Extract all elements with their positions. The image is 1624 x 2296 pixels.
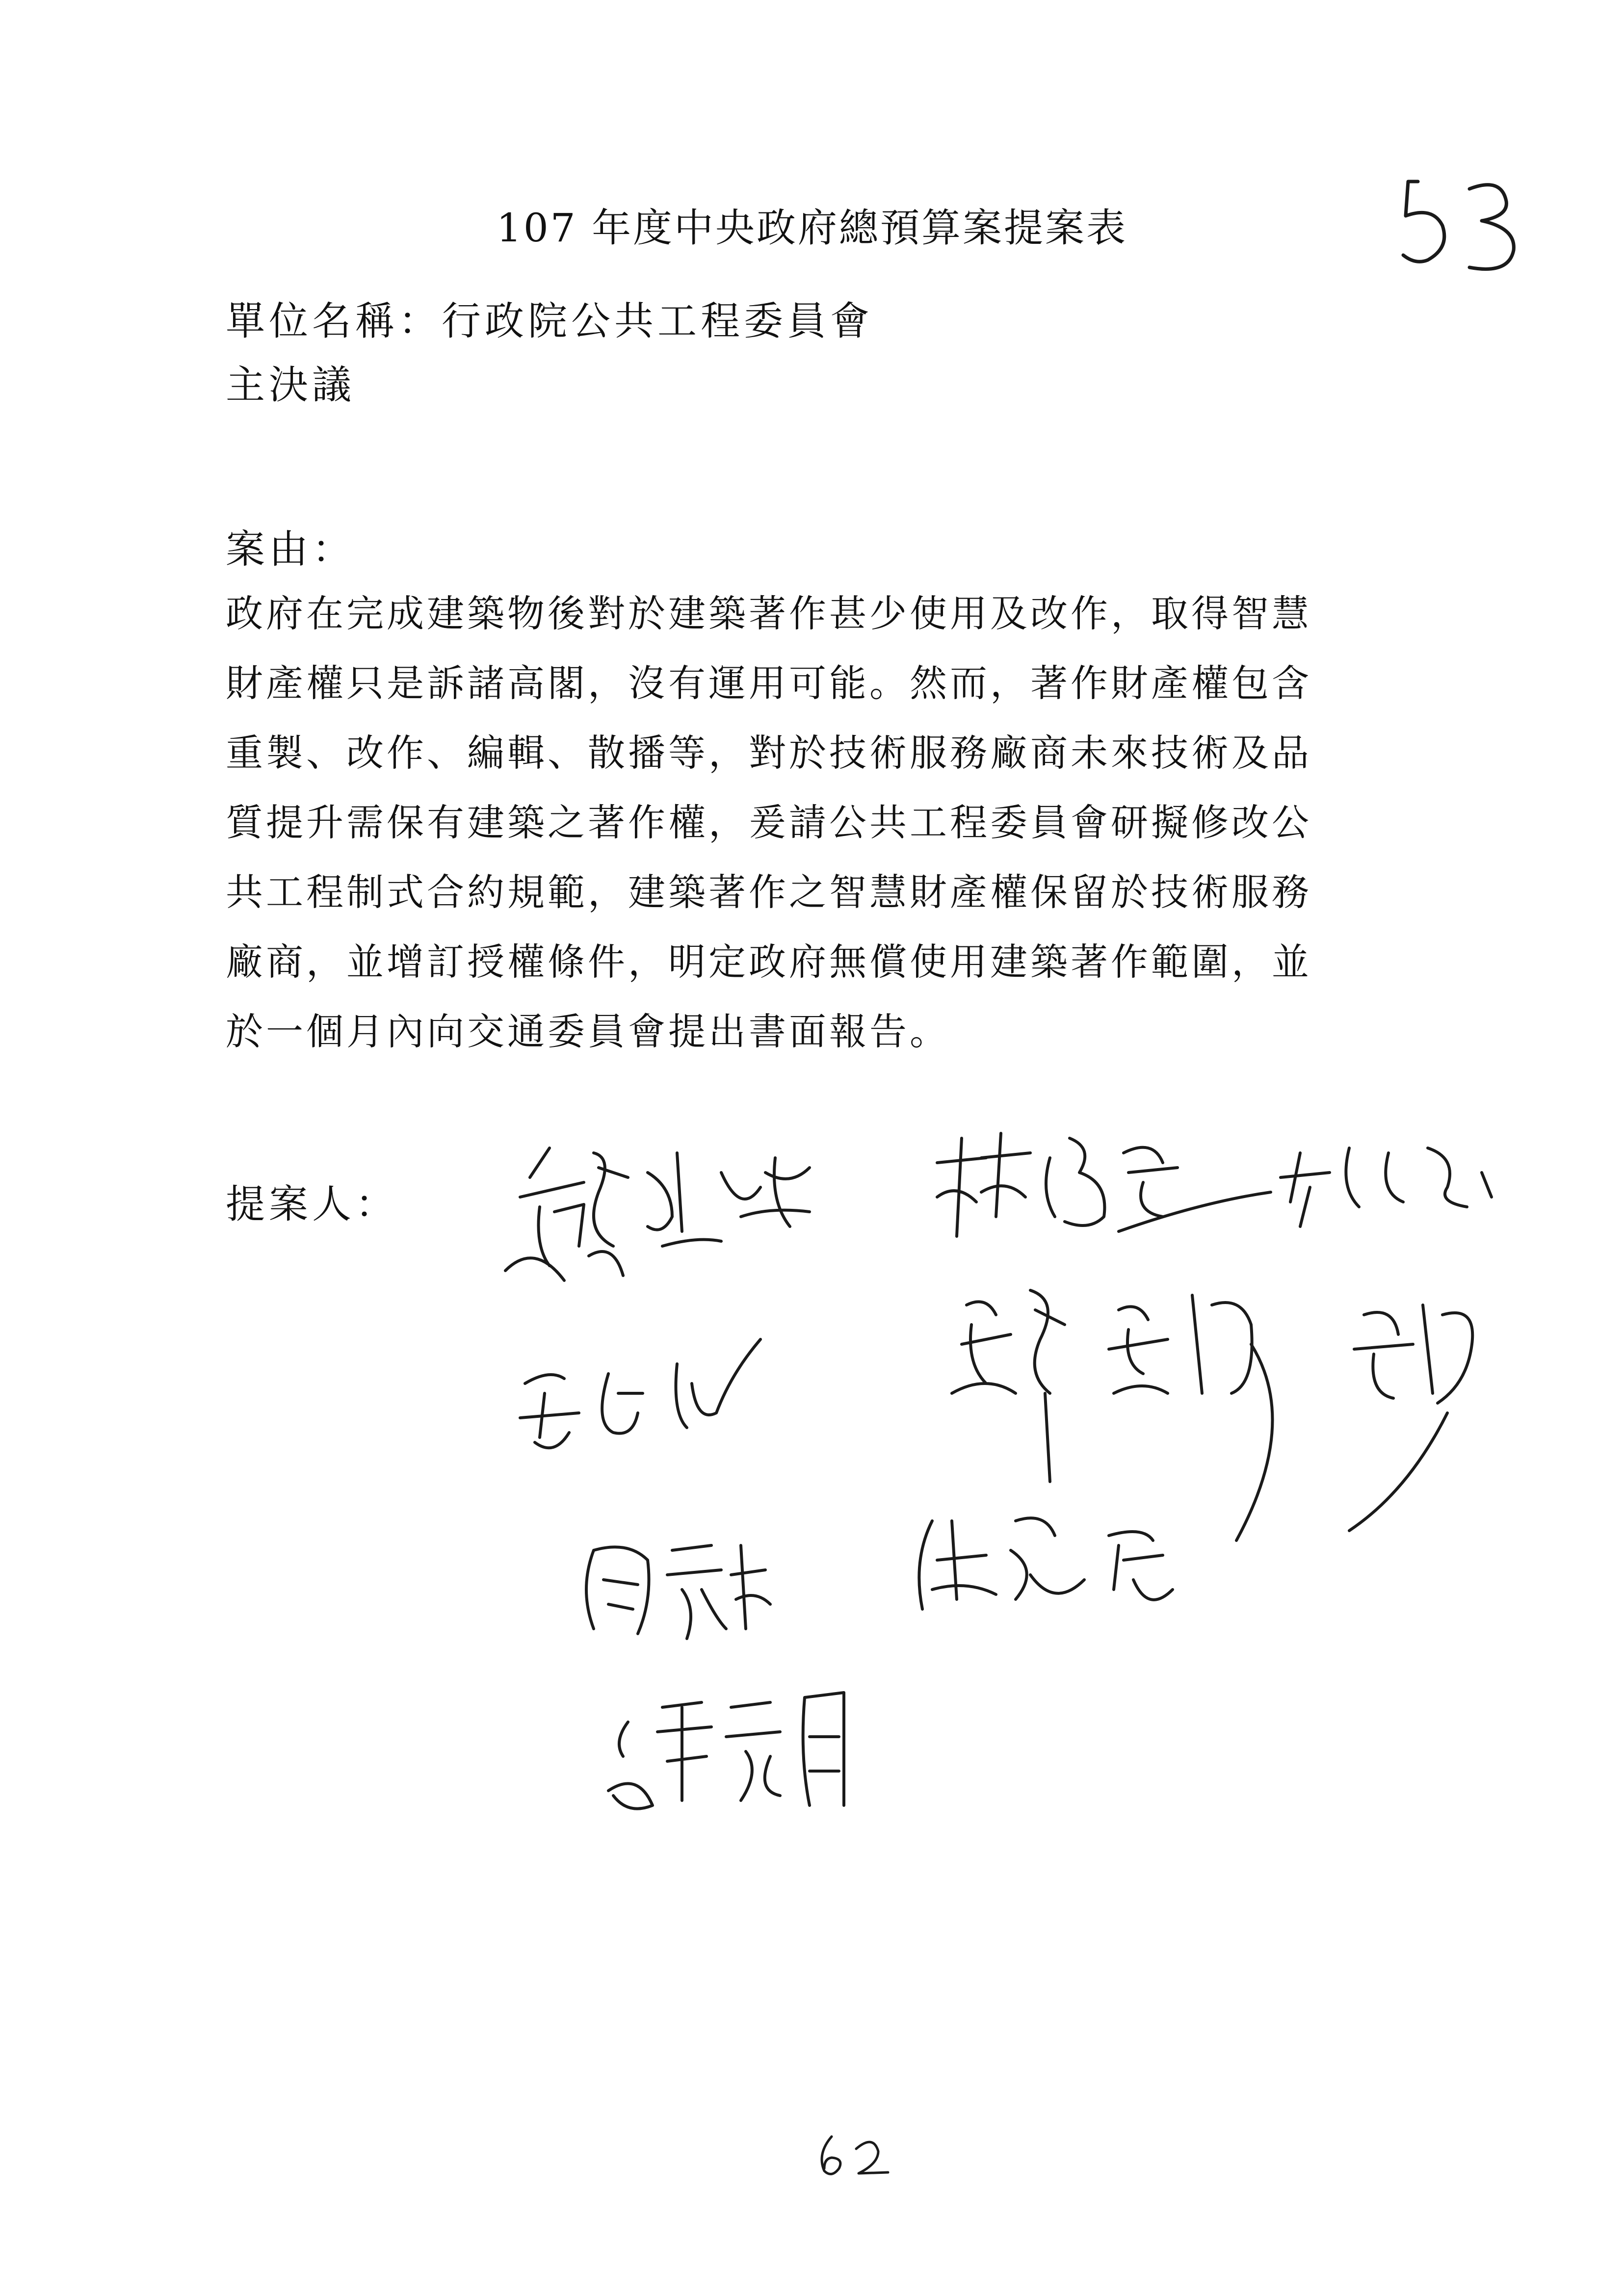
signature (952, 1290, 1472, 1540)
signature (608, 1693, 844, 1809)
handwritten-signatures (466, 1119, 1595, 1879)
body-line: 廠商，並增訂授權條件，明定政府無償使用建築著作範圍，並 (226, 940, 1312, 984)
signature (520, 1339, 760, 1448)
unit-name: 單位名稱：行政院公共工程委員會 (226, 298, 873, 344)
body-line: 於一個月內向交通委員會提出書面報告。 (226, 1010, 950, 1053)
handwritten-number (1388, 162, 1536, 285)
signature (937, 1133, 1492, 1236)
signature (586, 1545, 770, 1639)
handwritten-page-number (810, 2124, 898, 2183)
reason-body (226, 579, 1413, 1067)
body-line: 財產權只是訴諸高閣，沒有運用可能。然而，著作財產權包含 (226, 661, 1312, 705)
body-line: 共工程制式合約規範，建築著作之智慧財產權保留於技術服務 (226, 870, 1312, 914)
signature (505, 1148, 810, 1280)
document-title: 107 年度中央政府總預算案提案表 (496, 205, 1128, 251)
reason-label: 案由： (226, 526, 355, 572)
body-line: 政府在完成建築物後對於建築著作甚少使用及改作，取得智慧 (226, 592, 1312, 635)
body-line: 質提升需保有建築之著作權，爰請公共工程委員會研擬修改公 (226, 801, 1312, 844)
signature (919, 1518, 1173, 1609)
proposer-label: 提案人： (226, 1181, 398, 1227)
body-line: 重製、改作、編輯、散播等，對於技術服務廠商未來技術及品 (226, 731, 1312, 775)
resolution-type: 主決議 (226, 362, 355, 408)
